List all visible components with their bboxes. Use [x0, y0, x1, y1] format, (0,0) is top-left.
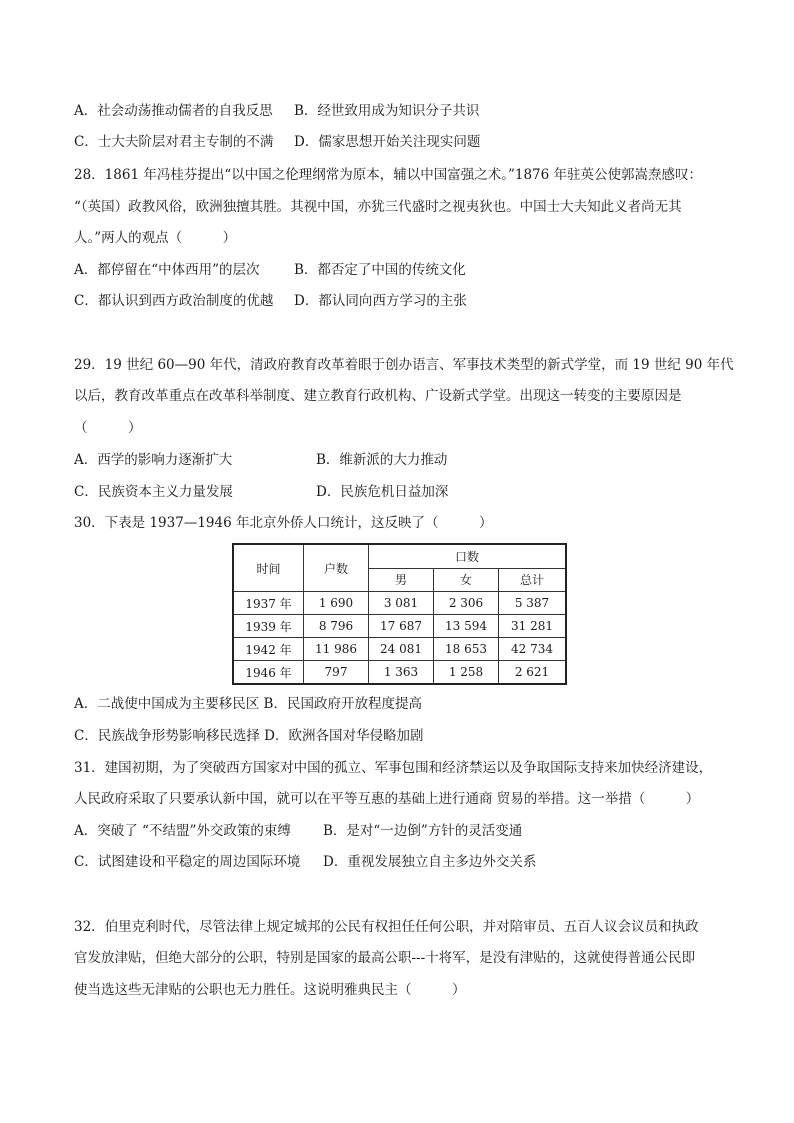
- q27-option-d: D．儒家思想开始关注现实问题: [294, 134, 481, 150]
- table-row: [233, 638, 566, 661]
- cell-households: 1 690: [304, 592, 369, 615]
- cell-male: 17 687: [369, 615, 434, 638]
- header-female: 女: [434, 568, 499, 592]
- q28-option-c: C．都认识到西方政治制度的优越: [74, 293, 274, 309]
- cell-year: 1942 年: [233, 638, 304, 661]
- cell-households: 11 986: [304, 638, 369, 661]
- q31-option-d: D．重视发展独立自主多边外交关系: [323, 854, 537, 870]
- header-time: 时间: [233, 544, 304, 592]
- header-male: 男: [369, 568, 434, 592]
- cell-total: 2 621: [499, 661, 567, 685]
- cell-male: 24 081: [369, 638, 434, 661]
- q27-option-b: B．经世致用成为知识分子共识: [294, 103, 480, 119]
- q32-stem-line-1: 32．伯里克利时代，尽管法律上规定城邦的公民有权担任任何公职，并对陪审员、五百人议会议员和执政: [74, 919, 699, 935]
- population-table: [232, 543, 567, 685]
- q30-options-line-2: C．民族战争形势影响移民选择 D．欧洲各国对华侵略加剧: [74, 728, 424, 744]
- q29-stem-line-1: 29．19 世纪 60—90 年代，清政府教育改革着眼于创办语言、军事技术类型的新式学堂，而 19 世纪 90 年代: [74, 357, 734, 373]
- cell-households: 797: [304, 661, 369, 685]
- q29-option-b: B．维新派的大力推动: [316, 452, 448, 468]
- q31-option-a: A．突破了 “不结盟”外交政策的束缚: [74, 823, 291, 839]
- q29-option-d: D．民族危机日益加深: [316, 484, 449, 500]
- table-row: [233, 592, 566, 615]
- q28-option-b: B．都否定了中国的传统文化: [294, 262, 466, 278]
- q28-option-d: D．都认同向西方学习的主张: [294, 293, 467, 309]
- q28-stem-line-1: 28．1861 年冯桂芬提出“以中国之伦理纲常为原本，辅以中国富强之术。”1876 年驻英公使郭嵩焘感叹：: [74, 167, 703, 183]
- q31-option-c: C．试图建设和平稳定的周边国际环境: [74, 854, 301, 870]
- cell-year: 1937 年: [233, 592, 304, 615]
- q31-option-b: B．是对“一边倒”方针的灵活变通: [323, 823, 523, 839]
- q28-stem-line-3: 人。”两人的观点（ ）: [74, 230, 237, 246]
- q29-option-c: C．民族资本主义力量发展: [74, 484, 233, 500]
- cell-total: 5 387: [499, 592, 567, 615]
- header-households: 户数: [304, 544, 369, 592]
- q31-stem-line-1: 31．建国初期，为了突破西方国家对中国的孤立、军事包围和经济禁运以及争取国际支持来加快经济建设，: [74, 760, 713, 776]
- q27-option-a: A．社会动荡推动儒者的自我反思: [74, 103, 273, 119]
- cell-year: 1939 年: [233, 615, 304, 638]
- q28-option-a: A．都停留在“中体西用”的层次: [74, 262, 260, 278]
- q28-stem-line-2: “（英国）政教风俗，欧洲独擅其胜。其视中国，亦犹三代盛时之视夷狄也。中国士大夫知此义者尚无其: [74, 199, 682, 215]
- cell-female: 18 653: [434, 638, 499, 661]
- q30-stem: 30．下表是 1937—1946 年北京外侨人口统计，这反映了（ ）: [74, 515, 493, 531]
- q29-stem-line-3: （ ）: [74, 420, 142, 436]
- q30-options-line-1: A．二战使中国成为主要移民区 B．民国政府开放程度提高: [74, 696, 422, 712]
- header-total: 总计: [499, 568, 567, 592]
- cell-male: 1 363: [369, 661, 434, 685]
- header-population: 口数: [369, 544, 567, 568]
- cell-female: 1 258: [434, 661, 499, 685]
- table-row: [233, 661, 566, 685]
- cell-year: 1946 年: [233, 661, 304, 685]
- cell-total: 42 734: [499, 638, 567, 661]
- cell-male: 3 081: [369, 592, 434, 615]
- q29-stem-line-2: 以后，教育改革重点在改革科举制度、建立教育行政机构、广设新式学堂。出现这一转变的主要原因是: [74, 388, 682, 404]
- table-row: [233, 615, 566, 638]
- q32-stem-line-2: 官发放津贴，但绝大部分的公职，特别是国家的最高公职---十将军，是没有津贴的，这就使得普通公民即: [74, 950, 696, 966]
- cell-households: 8 796: [304, 615, 369, 638]
- q29-option-a: A．西学的影响力逐渐扩大: [74, 452, 233, 468]
- cell-total: 31 281: [499, 615, 567, 638]
- cell-female: 2 306: [434, 592, 499, 615]
- q31-stem-line-2: 人民政府采取了只要承认新中国，就可以在平等互惠的基础上进行通商 贸易的举措。这一举措（ ）: [74, 791, 700, 807]
- q27-option-c: C．士大夫阶层对君主专制的不满: [74, 134, 274, 150]
- cell-female: 13 594: [434, 615, 499, 638]
- q32-stem-line-3: 使当选这些无津贴的公职也无力胜任。这说明雅典民主（ ）: [74, 982, 466, 998]
